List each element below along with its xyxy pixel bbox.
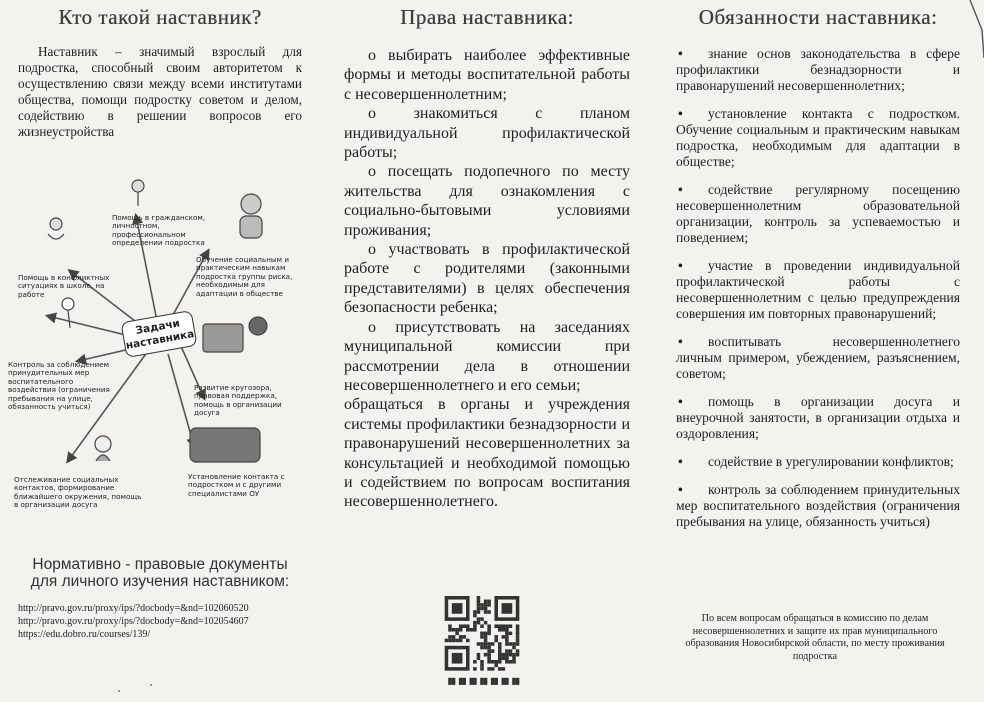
duty-item: • воспитывать несовершеннолетнего личным примером, убеждением, разъяснением, советом; — [676, 334, 960, 381]
link-item[interactable]: http://pravo.gov.ru/proxy/ips/?docbody=&nd=102054607 — [18, 616, 249, 627]
duty-item: • участие в проведении индивидуальной профилактической работы с несовершеннолетним с целью предупреждения совершения им повторных правонарушений; — [676, 258, 960, 321]
rights-tail: обращаться в органы и учреждения системы профилактики безнадзорности и правонарушений несовершеннолетних за консультацией и необходимой помощью и содействием по вопросам воспитания несовершеннолетнего. — [344, 396, 630, 511]
column-who-is-mentor — [0, 0, 322, 702]
bullet-dot-icon: • — [678, 334, 683, 349]
label-contact-specialists: Установление контакта с подростком и с другими специалистами ОУ — [188, 472, 285, 498]
label-horizons: Развитие кругозора, правовая поддержка, помощь в организации досуга — [194, 383, 282, 418]
col1-title: Кто такой наставник? — [58, 5, 262, 29]
rights-list — [344, 46, 630, 512]
rights-item: о выбирать наиболее эффективные формы и методы воспитательной работы с несовершеннолетним; — [344, 47, 631, 103]
bullet-dot-icon: • — [678, 394, 683, 409]
rights-item: о участвовать в профилактической работе с родителями (законными представителями) в целях обеспечения безопасности ребенка; — [344, 241, 631, 317]
link-item[interactable]: http://pravo.gov.ru/proxy/ips/?docbody=&nd=102060520 — [18, 603, 249, 614]
label-civil-personal: Помощь в гражданском, личностном, профессиональном определении подростка — [112, 213, 206, 248]
contact-footer: По всем вопросам обращаться в комиссию по делам несовершеннолетних и защите их прав муниципального образования Новосибирской области, по месту проживания подростка — [685, 613, 945, 662]
bullet-dot-icon: • — [678, 482, 683, 497]
col2-title: Права наставника: — [400, 5, 574, 29]
norm-docs-title: Нормативно - правовые документы для личного изучения наставником: — [30, 556, 290, 590]
hub-mentor-tasks: Задачи наставника — [120, 310, 197, 358]
rights-item: о знакомиться с планом индивидуальной профилактической работы; — [344, 105, 630, 162]
label-social-skills: Обучение социальным и практическим навыкам подростка группы риска, необходимым для адаптации в обществе — [196, 255, 293, 298]
column-mentor-duties — [652, 0, 984, 702]
duty-item: • содействие регулярному посещению несовершеннолетним образовательной организации, контроль за успеваемостью и поведением; — [676, 182, 960, 245]
column-mentor-rights — [322, 0, 652, 702]
circle-bullet-icon: о — [368, 241, 376, 259]
duty-item: • контроль за соблюдением принудительных мер воспитательного воздействия (ограничения пребывания на улице, обязанность учиться) — [676, 482, 960, 529]
bullet-dot-icon: • — [678, 46, 683, 61]
col3-title: Обязанности наставника: — [698, 5, 938, 29]
bullet-dot-icon: • — [678, 454, 683, 469]
col1-intro: Наставник – значимый взрослый для подростка, способный своим авторитетом к осуществлению связи между всеми институтами общества, помощи подростку советом и делом, содействию в решении вопросов его жизнеустройства — [18, 44, 302, 139]
rights-item: о посещать подопечного по месту жительства для ознакомления с социально-бытовыми условиями проживания; — [344, 163, 630, 239]
circle-bullet-icon: о — [368, 47, 376, 64]
scan-speck — [150, 684, 152, 686]
links-list — [18, 602, 318, 641]
corner-crease-mark — [966, 0, 984, 60]
qr-code-icon[interactable] — [444, 596, 520, 692]
bullet-dot-icon: • — [678, 182, 683, 197]
label-conflicts: Помощь в конфликтных ситуациях в школе, на работе — [18, 273, 110, 299]
label-control: Контроль за соблюдением принудительных мер воспитательного воздействия (ограничения пребывания на улице, обязанность учиться) — [8, 360, 110, 412]
duty-item: • помощь в организации досуга и внеурочной занятости, в организации отдыха и оздоровления; — [676, 394, 960, 441]
circle-bullet-icon: о — [368, 105, 376, 123]
link-item[interactable]: https://edu.dobro.ru/courses/139/ — [18, 629, 151, 640]
rights-item: о присутствовать на заседаниях муниципальной комиссии при рассмотрении дела в отношении несовершеннолетнего и его семьи; — [344, 318, 630, 394]
mentor-tasks-diagram — [8, 176, 308, 516]
duty-item: • знание основ законодательства в сфере профилактики безнадзорности и правонарушений несовершеннолетних; — [676, 46, 960, 93]
bullet-dot-icon: • — [678, 258, 683, 273]
circle-bullet-icon: о — [368, 318, 376, 336]
scan-speck — [118, 690, 120, 692]
duty-item: • установление контакта с подростком. Обучение социальным и практическим навыкам подростка, необходимым для адаптации в обществе; — [676, 106, 960, 169]
duties-list — [676, 46, 960, 530]
circle-bullet-icon: о — [368, 163, 376, 181]
duty-item: • содействие в урегулировании конфликтов; — [678, 454, 954, 469]
label-social-contacts: Отслеживание социальных контактов, формирование ближайшего окружения, помощь в организации досуга — [14, 475, 142, 510]
bullet-dot-icon: • — [678, 106, 683, 121]
